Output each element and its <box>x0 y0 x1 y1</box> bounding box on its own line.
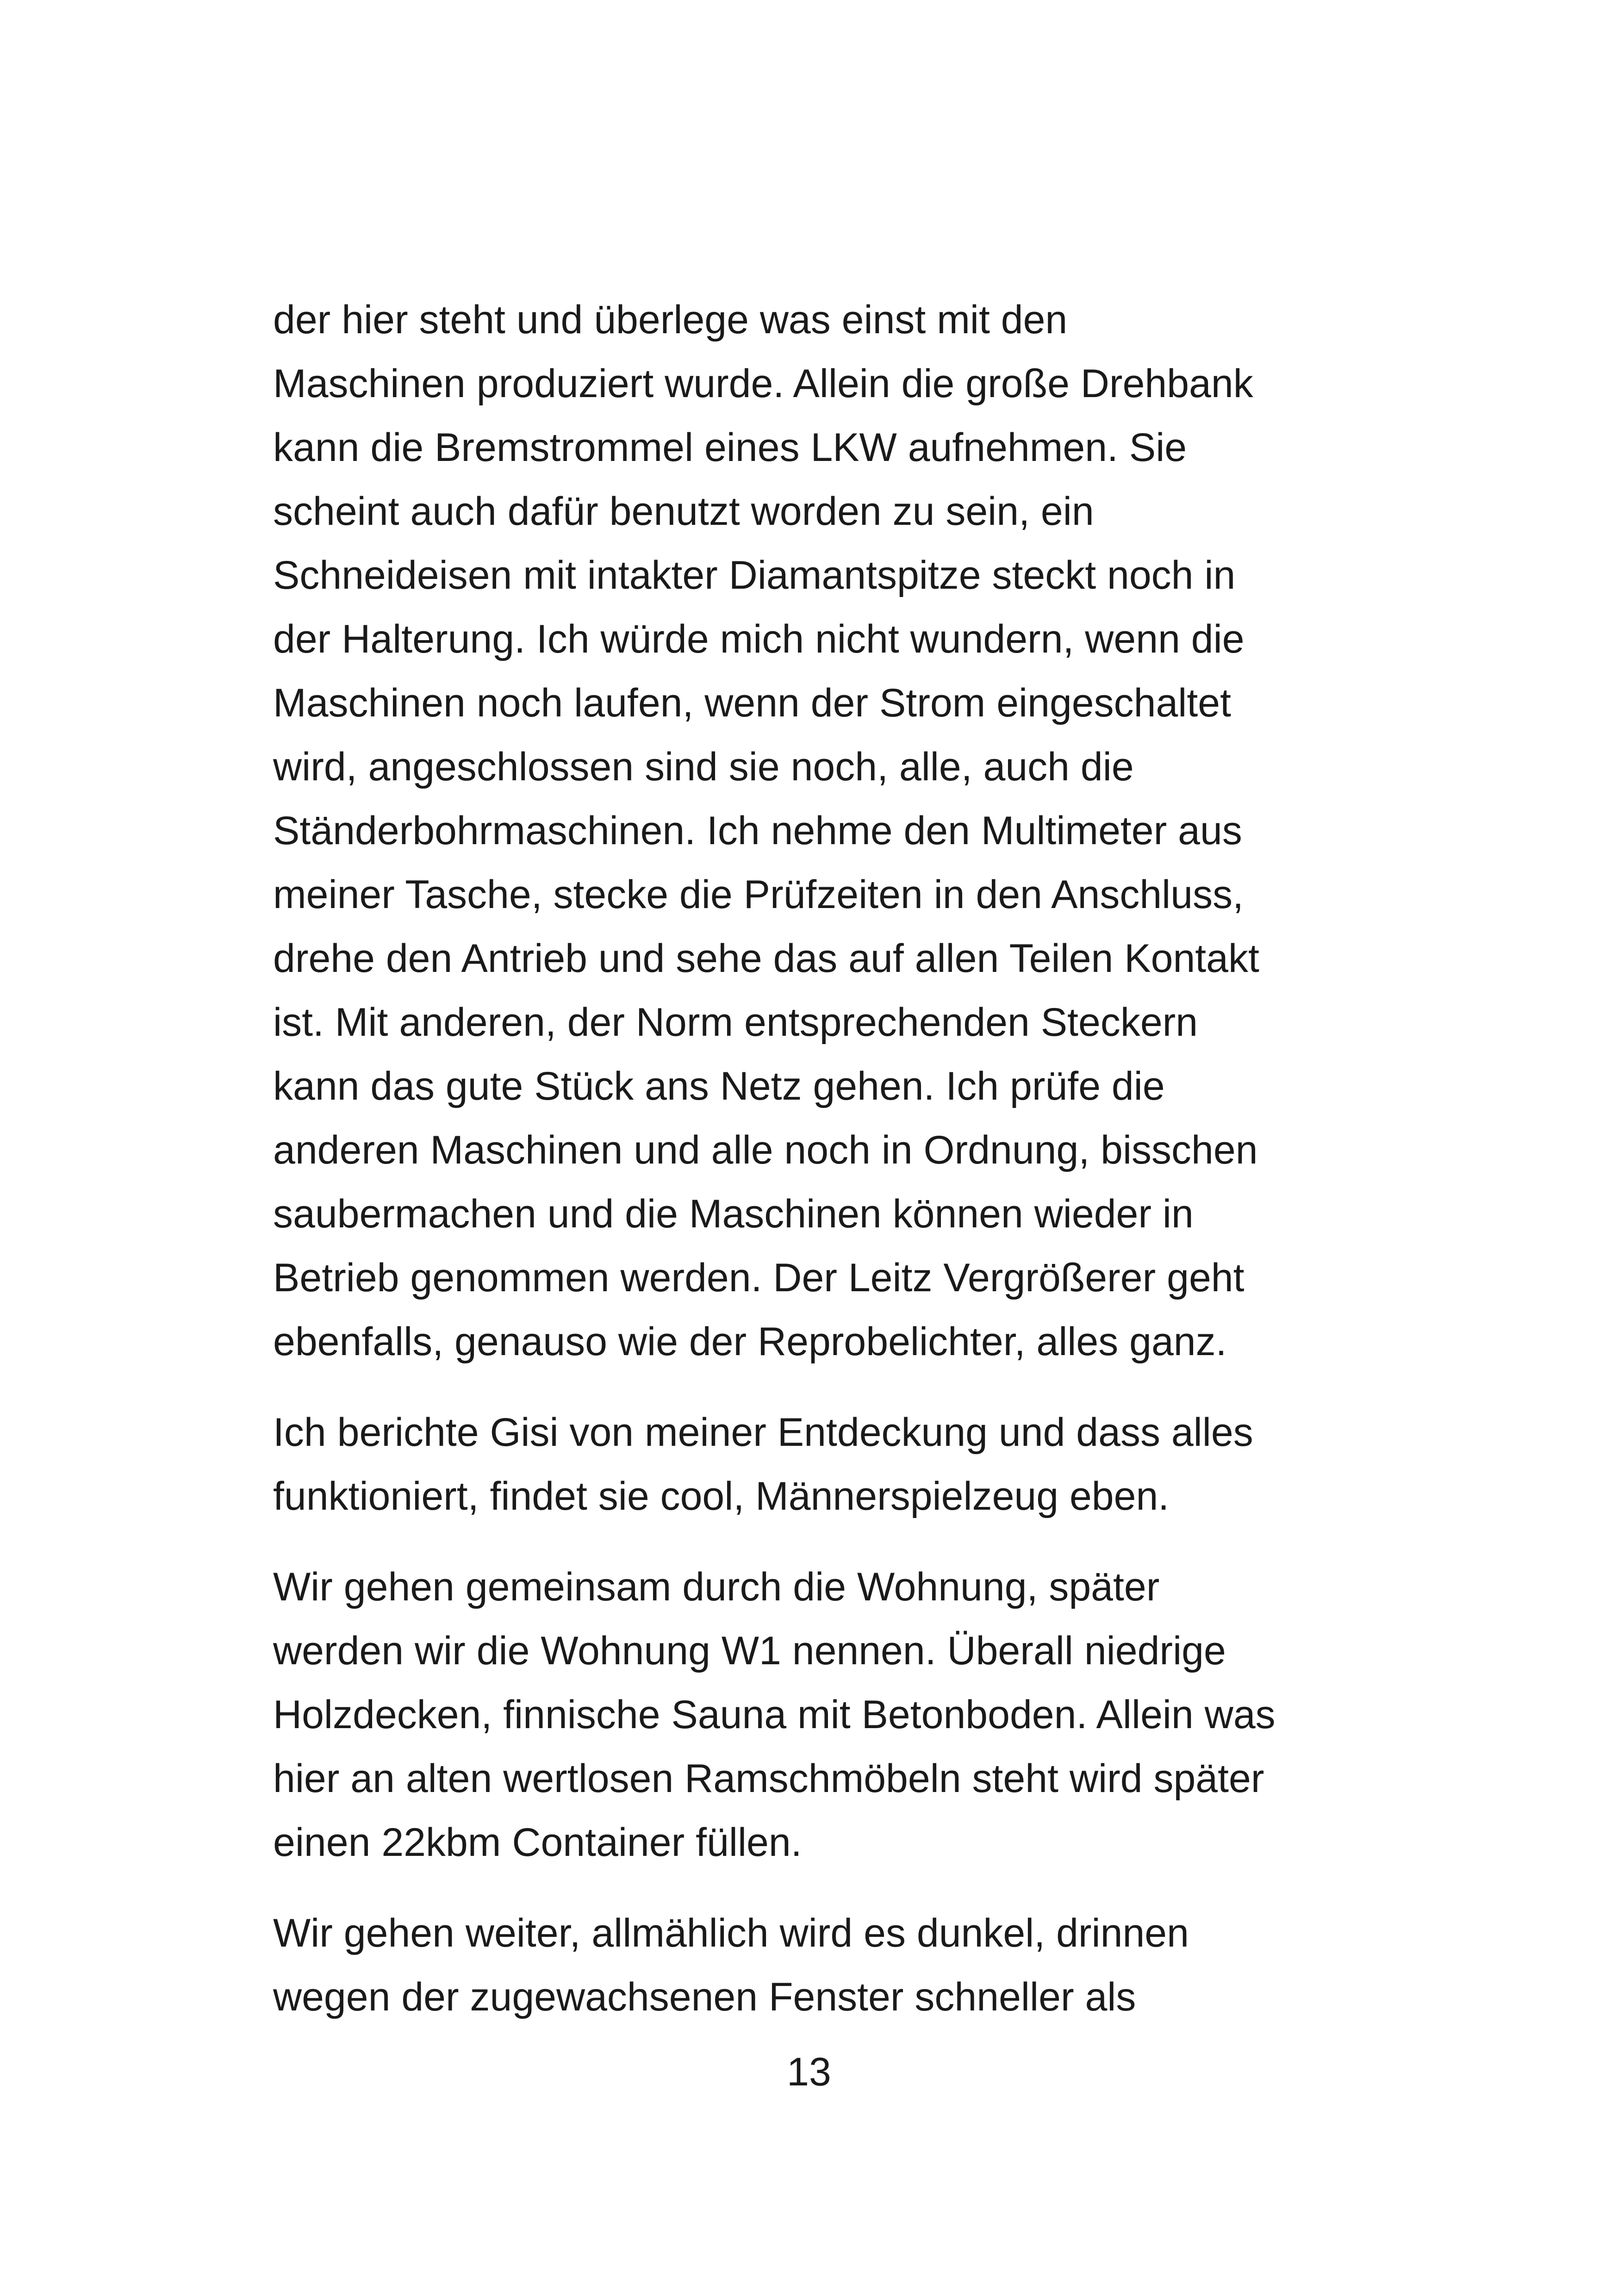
text-line: Betrieb genommen werden. Der Leitz Vergrößerer geht <box>273 1256 1245 1300</box>
paragraph-3 <box>273 1555 1375 1874</box>
text-line: wegen der zugewachsenen Fenster schneller als <box>273 1975 1136 2019</box>
text-line: wird, angeschlossen sind sie noch, alle, auch die <box>273 745 1134 789</box>
text-line: meiner Tasche, stecke die Prüfzeiten in den Anschluss, <box>273 872 1244 917</box>
text-line: der Halterung. Ich würde mich nicht wundern, wenn die <box>273 617 1245 661</box>
page-number: 13 <box>787 2050 831 2094</box>
text-line: werden wir die Wohnung W1 nennen. Überall niedrige <box>273 1629 1226 1673</box>
text-line: Maschinen noch laufen, wenn der Strom eingeschaltet <box>273 681 1232 725</box>
paragraph-4 <box>273 1901 1375 2029</box>
paragraph-1 <box>273 288 1375 1374</box>
text-line: Ständerbohrmaschinen. Ich nehme den Multimeter aus <box>273 809 1242 853</box>
text-line: Maschinen produziert wurde. Allein die große Drehbank <box>273 361 1253 406</box>
text-line: drehe den Antrieb und sehe das auf allen Teilen Kontakt <box>273 936 1259 981</box>
text-line: ist. Mit anderen, der Norm entsprechenden Steckern <box>273 1000 1198 1045</box>
text-line: Ich berichte Gisi von meiner Entdeckung und dass alles <box>273 1410 1253 1455</box>
text-line: Holzdecken, finnische Sauna mit Betonboden. Allein was <box>273 1692 1276 1737</box>
text-line: hier an alten wertlosen Ramschmöbeln steht wird später <box>273 1756 1264 1801</box>
text-line: kann das gute Stück ans Netz gehen. Ich prüfe die <box>273 1064 1165 1108</box>
text-line: Schneideisen mit intakter Diamantspitze steckt noch in <box>273 553 1236 597</box>
text-line: ebenfalls, genauso wie der Reprobelichter, alles ganz. <box>273 1319 1227 1364</box>
text-line: anderen Maschinen und alle noch in Ordnung, bisschen <box>273 1128 1258 1172</box>
text-line: kann die Bremstrommel eines LKW aufnehmen. Sie <box>273 425 1187 470</box>
text-line: funktioniert, findet sie cool, Männerspielzeug eben. <box>273 1474 1170 1518</box>
text-line: Wir gehen weiter, allmählich wird es dunkel, drinnen <box>273 1911 1189 1955</box>
text-line: der hier steht und überlege was einst mit den <box>273 298 1068 342</box>
paragraph-2 <box>273 1400 1375 1528</box>
text-line: Wir gehen gemeinsam durch die Wohnung, später <box>273 1565 1160 1609</box>
text-line: scheint auch dafür benutzt worden zu sein, ein <box>273 489 1094 534</box>
text-line: einen 22kbm Container füllen. <box>273 1820 802 1865</box>
body-text <box>273 288 1375 2056</box>
text-line: saubermachen und die Maschinen können wieder in <box>273 1192 1194 1236</box>
